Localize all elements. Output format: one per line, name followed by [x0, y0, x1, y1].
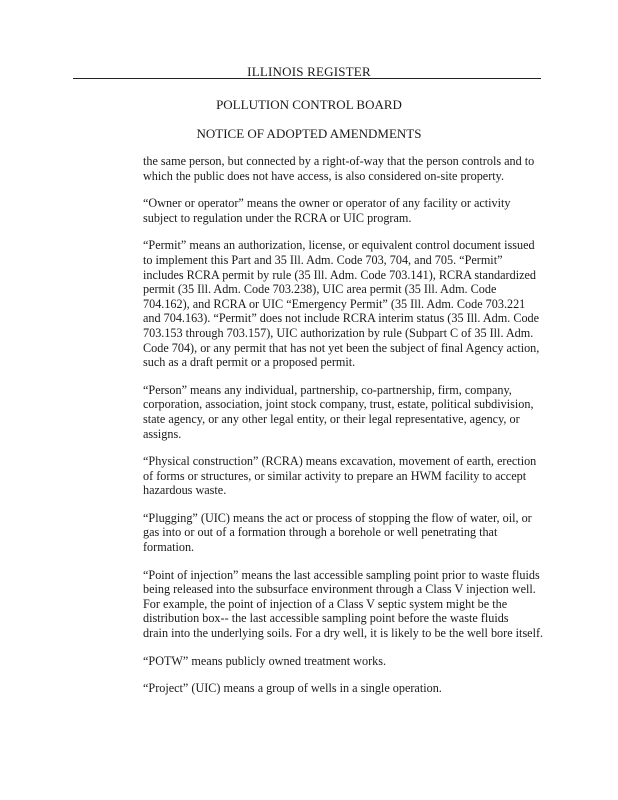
onsite-definition-continued [143, 154, 543, 183]
point-of-injection-definition [143, 568, 543, 641]
physical-construction-definition [143, 454, 543, 498]
text-line: “Person” means any individual, partnership, co-partnership, firm, company, [143, 382, 512, 397]
text-line: to implement this Part and 35 Ill. Adm. Code 703, 704, and 705. “Permit” [143, 252, 503, 267]
text-line: gas into or out of a formation through a borehole or well penetrating that [143, 525, 498, 540]
document-body [143, 154, 543, 709]
text-line: corporation, association, joint stock company, trust, estate, political subdivision, [143, 397, 534, 412]
project-definition [143, 681, 543, 696]
potw-definition [143, 654, 543, 669]
text-line: 703.153 through 703.157), UIC authorization by rule (Subpart C of 35 Ill. Adm. [143, 325, 534, 340]
text-line: drain into the underlying soils. For a dry well, it is likely to be the well bore itself. [143, 626, 544, 641]
text-line: “Plugging” (UIC) means the act or process of stopping the flow of water, oil, or [143, 510, 532, 525]
header-rule [73, 78, 541, 79]
text-line: of forms or structures, or similar activity to prepare an HWM facility to accept [143, 468, 527, 483]
text-line: 704.162), and RCRA or UIC “Emergency Permit” (35 Ill. Adm. Code 703.221 [143, 296, 526, 311]
text-line: assigns. [143, 426, 182, 441]
text-line: state agency, or any other legal entity, or their legal representative, agency, or [143, 411, 520, 426]
permit-definition [143, 238, 543, 369]
text-line: the same person, but connected by a right-of-way that the person controls and to [143, 154, 535, 168]
text-line: “Project” (UIC) means a group of wells in a single operation. [143, 681, 442, 696]
text-line: “Owner or operator” means the owner or operator of any facility or activity [143, 196, 511, 211]
plugging-definition [143, 511, 543, 555]
text-line: formation. [143, 540, 195, 555]
person-definition [143, 383, 543, 441]
notice-title: NOTICE OF ADOPTED AMENDMENTS [196, 126, 422, 141]
text-line: distribution box-- the last accessible sampling point before the waste fluids [143, 611, 509, 626]
text-line: permit (35 Ill. Adm. Code 703.238), UIC area permit (35 Ill. Adm. Code [143, 282, 497, 297]
text-line: which the public does not have access, is also considered on-site property. [143, 168, 505, 183]
text-line: Code 704), or any permit that has not yet been the subject of final Agency action, [143, 340, 540, 355]
text-line: For example, the point of injection of a Class V septic system might be the [143, 596, 508, 611]
text-line: “Permit” means an authorization, license, or equivalent control document issued [143, 238, 535, 253]
owner-operator-definition [143, 196, 543, 225]
text-line: subject to regulation under the RCRA or UIC program. [143, 210, 412, 225]
text-line: “Point of injection” means the last accessible sampling point prior to waste fluids [143, 567, 540, 582]
text-line: being released into the subsurface environment through a Class V injection well. [143, 582, 536, 597]
text-line: “Physical construction” (RCRA) means excavation, movement of earth, erection [143, 454, 537, 469]
text-line: hazardous waste. [143, 483, 227, 498]
register-title: ILLINOIS REGISTER [247, 64, 371, 79]
text-line: and 704.163). “Permit” does not include RCRA interim status (35 Ill. Adm. Code [143, 311, 540, 326]
text-line: such as a draft permit or a proposed permit. [143, 355, 356, 370]
text-line: “POTW” means publicly owned treatment works. [143, 653, 387, 668]
board-name: POLLUTION CONTROL BOARD [216, 97, 402, 112]
text-line: includes RCRA permit by rule (35 Ill. Adm. Code 703.141), RCRA standardized [143, 267, 537, 282]
